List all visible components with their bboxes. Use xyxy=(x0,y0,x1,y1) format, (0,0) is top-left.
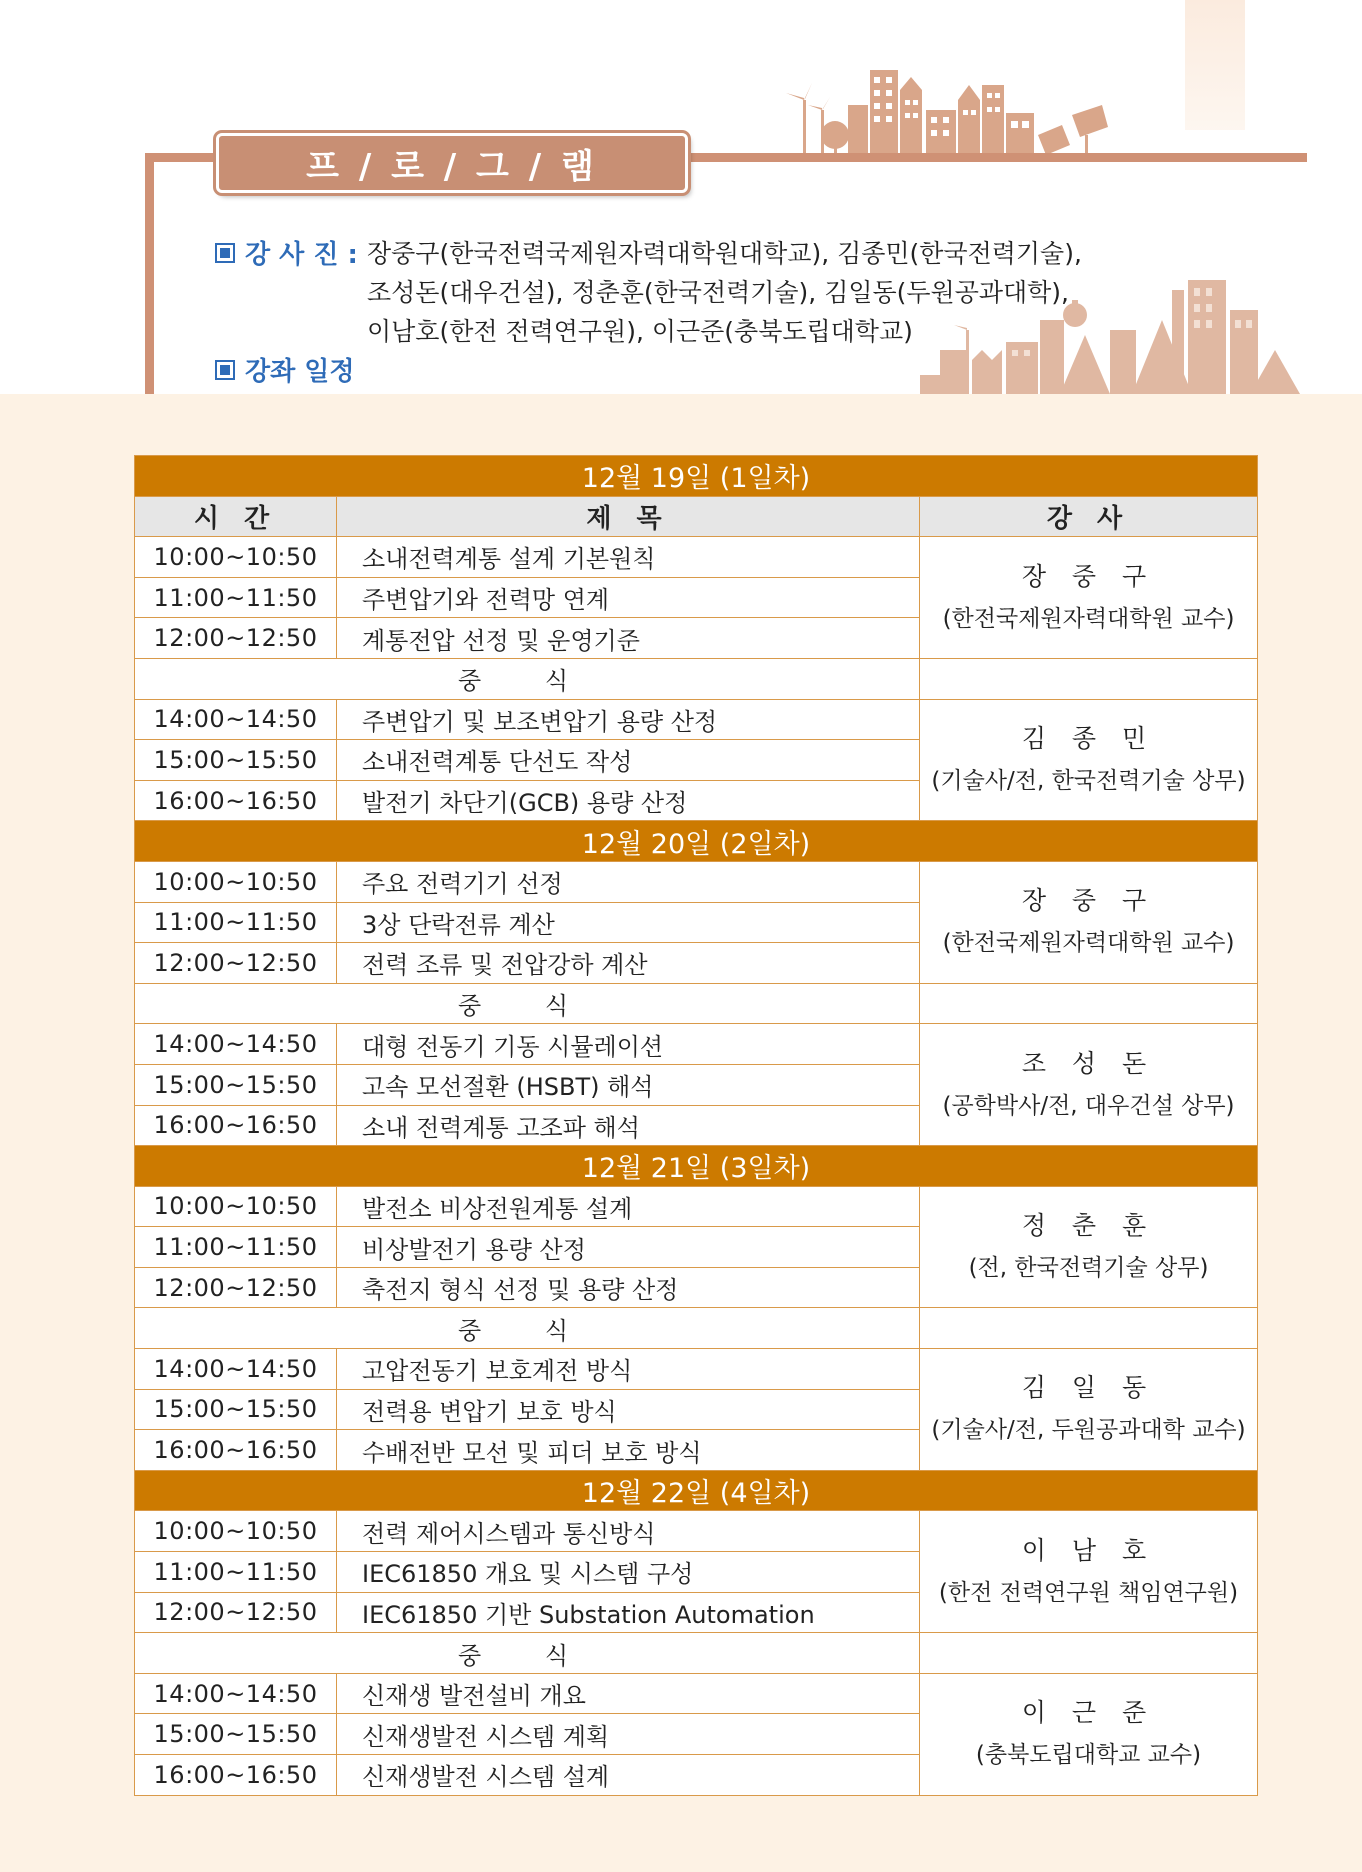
session-time: 16:00~16:50 xyxy=(135,1105,337,1146)
session-time: 14:00~14:50 xyxy=(135,699,337,740)
instructor-name: 조 성 돈 xyxy=(1021,1048,1156,1078)
instructor-cell xyxy=(920,537,1258,659)
lunch-row xyxy=(135,658,1258,699)
session-time: 10:00~10:50 xyxy=(135,537,337,578)
session-time: 14:00~14:50 xyxy=(135,1349,337,1390)
session-time: 16:00~16:50 xyxy=(135,1430,337,1471)
instructor-affiliation: (한전국제원자력대학원 교수) xyxy=(942,930,1235,957)
session-topic: 주변압기와 전력망 연계 xyxy=(337,577,920,618)
instructor-name: 정 춘 훈 xyxy=(1021,1211,1156,1241)
table-row xyxy=(135,537,1258,578)
instructor-cell xyxy=(920,699,1258,821)
instructor-affiliation: (한전 전력연구원 책임연구원) xyxy=(938,1579,1239,1606)
instructors-line-3: 이남호(한전 전력연구원), 이근준(충북도립대학교) xyxy=(367,317,913,346)
session-time: 12:00~12:50 xyxy=(135,943,337,984)
instructor-cell xyxy=(920,1024,1258,1146)
table-row xyxy=(135,1673,1258,1714)
lunch-row xyxy=(135,1308,1258,1349)
session-topic: 주요 전력기기 선정 xyxy=(337,861,920,902)
session-time: 16:00~16:50 xyxy=(135,780,337,821)
day-header-row xyxy=(135,1470,1258,1511)
column-header-time: 시 간 xyxy=(135,496,337,537)
session-topic: 소내전력계통 단선도 작성 xyxy=(337,740,920,781)
day-header-row xyxy=(135,456,1258,497)
session-time: 10:00~10:50 xyxy=(135,861,337,902)
column-header-topic: 제 목 xyxy=(337,496,920,537)
column-header-instructor: 강 사 xyxy=(920,496,1258,537)
session-topic: 고압전동기 보호계전 방식 xyxy=(337,1349,920,1390)
table-row xyxy=(135,1024,1258,1065)
instructor-name: 김 일 동 xyxy=(1021,1373,1156,1403)
instructor-affiliation: (한전국제원자력대학원 교수) xyxy=(942,605,1235,632)
session-time: 10:00~10:50 xyxy=(135,1186,337,1227)
lunch-empty-cell xyxy=(920,983,1258,1024)
instructor-name: 장 중 구 xyxy=(1021,561,1156,591)
session-time: 15:00~15:50 xyxy=(135,1389,337,1430)
session-topic: 소내 전력계통 고조파 해석 xyxy=(337,1105,920,1146)
instructor-affiliation: (기술사/전, 두원공과대학 교수) xyxy=(931,1417,1246,1444)
instructor-cell xyxy=(920,1349,1258,1471)
session-time: 12:00~12:50 xyxy=(135,618,337,659)
lunch-break-label: 중 식 xyxy=(135,1633,920,1674)
session-time: 14:00~14:50 xyxy=(135,1673,337,1714)
table-row xyxy=(135,1186,1258,1227)
session-topic: 축전지 형식 선정 및 용량 산정 xyxy=(337,1267,920,1308)
instructor-name: 장 중 구 xyxy=(1021,886,1156,916)
instructor-name: 이 남 호 xyxy=(1021,1535,1156,1565)
session-time: 10:00~10:50 xyxy=(135,1511,337,1552)
instructor-affiliation: (충북도립대학교 교수) xyxy=(975,1742,1202,1769)
city-skyline-graphic xyxy=(780,55,1170,160)
session-topic: 비상발전기 용량 산정 xyxy=(337,1227,920,1268)
session-topic: 발전기 차단기(GCB) 용량 산정 xyxy=(337,780,920,821)
table-row xyxy=(135,1511,1258,1552)
instructor-affiliation: (전, 한국전력기술 상무) xyxy=(968,1255,1209,1282)
day-title: 12월 22일 (4일차) xyxy=(135,1470,1258,1511)
session-time: 16:00~16:50 xyxy=(135,1755,337,1796)
session-time: 11:00~11:50 xyxy=(135,577,337,618)
session-topic: 전력 조류 및 전압강하 계산 xyxy=(337,943,920,984)
lunch-empty-cell xyxy=(920,658,1258,699)
session-time: 12:00~12:50 xyxy=(135,1592,337,1633)
session-topic: 신재생 발전설비 개요 xyxy=(337,1673,920,1714)
lunch-break-label: 중 식 xyxy=(135,983,920,1024)
instructor-cell xyxy=(920,1511,1258,1633)
square-bullet-icon xyxy=(215,360,235,380)
lunch-break-label: 중 식 xyxy=(135,1308,920,1349)
instructor-cell xyxy=(920,1186,1258,1308)
session-time: 11:00~11:50 xyxy=(135,1552,337,1593)
session-time: 15:00~15:50 xyxy=(135,740,337,781)
day-title: 12월 20일 (2일차) xyxy=(135,821,1258,862)
session-time: 14:00~14:50 xyxy=(135,1024,337,1065)
instructor-name: 이 근 준 xyxy=(1021,1698,1156,1728)
lunch-empty-cell xyxy=(920,1308,1258,1349)
session-topic: 주변압기 및 보조변압기 용량 산정 xyxy=(337,699,920,740)
schedule-table xyxy=(134,455,1258,1796)
program-title: 프 / 로 / 그 / 램 xyxy=(216,133,688,193)
session-topic: 3상 단락전류 계산 xyxy=(337,902,920,943)
session-topic: 고속 모선절환 (HSBT) 해석 xyxy=(337,1064,920,1105)
instructor-affiliation: (기술사/전, 한국전력기술 상무) xyxy=(931,767,1246,794)
header-section xyxy=(0,0,1362,394)
instructor-name: 김 종 민 xyxy=(1021,723,1156,753)
day-header-row xyxy=(135,821,1258,862)
session-topic: 신재생발전 시스템 계획 xyxy=(337,1714,920,1755)
instructors-label: 강 사 진 : xyxy=(215,234,358,271)
day-title: 12월 21일 (3일차) xyxy=(135,1146,1258,1187)
session-topic: 전력용 변압기 보호 방식 xyxy=(337,1389,920,1430)
schedule-label: 강좌 일정 xyxy=(215,351,355,388)
decorative-building-graphic xyxy=(1185,0,1245,130)
session-time: 12:00~12:50 xyxy=(135,1267,337,1308)
session-topic: 수배전반 모선 및 피더 보호 방식 xyxy=(337,1430,920,1471)
table-row xyxy=(135,861,1258,902)
lunch-break-label: 중 식 xyxy=(135,658,920,699)
lunch-row xyxy=(135,983,1258,1024)
lunch-row xyxy=(135,1633,1258,1674)
session-topic: 계통전압 선정 및 운영기준 xyxy=(337,618,920,659)
session-time: 11:00~11:50 xyxy=(135,1227,337,1268)
session-topic: 소내전력계통 설계 기본원칙 xyxy=(337,537,920,578)
session-topic: IEC61850 기반 Substation Automation xyxy=(337,1592,920,1633)
day-header-row xyxy=(135,1146,1258,1187)
instructor-cell xyxy=(920,861,1258,983)
table-row xyxy=(135,699,1258,740)
instructor-cell xyxy=(920,1673,1258,1795)
table-row xyxy=(135,1349,1258,1390)
session-topic: 신재생발전 시스템 설계 xyxy=(337,1755,920,1796)
instructors-line-2: 조성돈(대우건설), 정춘훈(한국전력기술), 김일동(두원공과대학), xyxy=(367,278,1070,307)
square-bullet-icon xyxy=(215,243,235,263)
instructors-line-1: 장중구(한국전력국제원자력대학원대학교), 김종민(한국전력기술), xyxy=(367,239,1082,268)
day-title: 12월 19일 (1일차) xyxy=(135,456,1258,497)
session-topic: 전력 제어시스템과 통신방식 xyxy=(337,1511,920,1552)
session-topic: 발전소 비상전원계통 설계 xyxy=(337,1186,920,1227)
column-header-row xyxy=(135,496,1258,537)
lunch-empty-cell xyxy=(920,1633,1258,1674)
session-time: 15:00~15:50 xyxy=(135,1714,337,1755)
instructor-affiliation: (공학박사/전, 대우건설 상무) xyxy=(942,1092,1235,1119)
session-topic: 대형 전동기 기동 시뮬레이션 xyxy=(337,1024,920,1065)
session-time: 11:00~11:50 xyxy=(135,902,337,943)
session-time: 15:00~15:50 xyxy=(135,1064,337,1105)
session-topic: IEC61850 개요 및 시스템 구성 xyxy=(337,1552,920,1593)
